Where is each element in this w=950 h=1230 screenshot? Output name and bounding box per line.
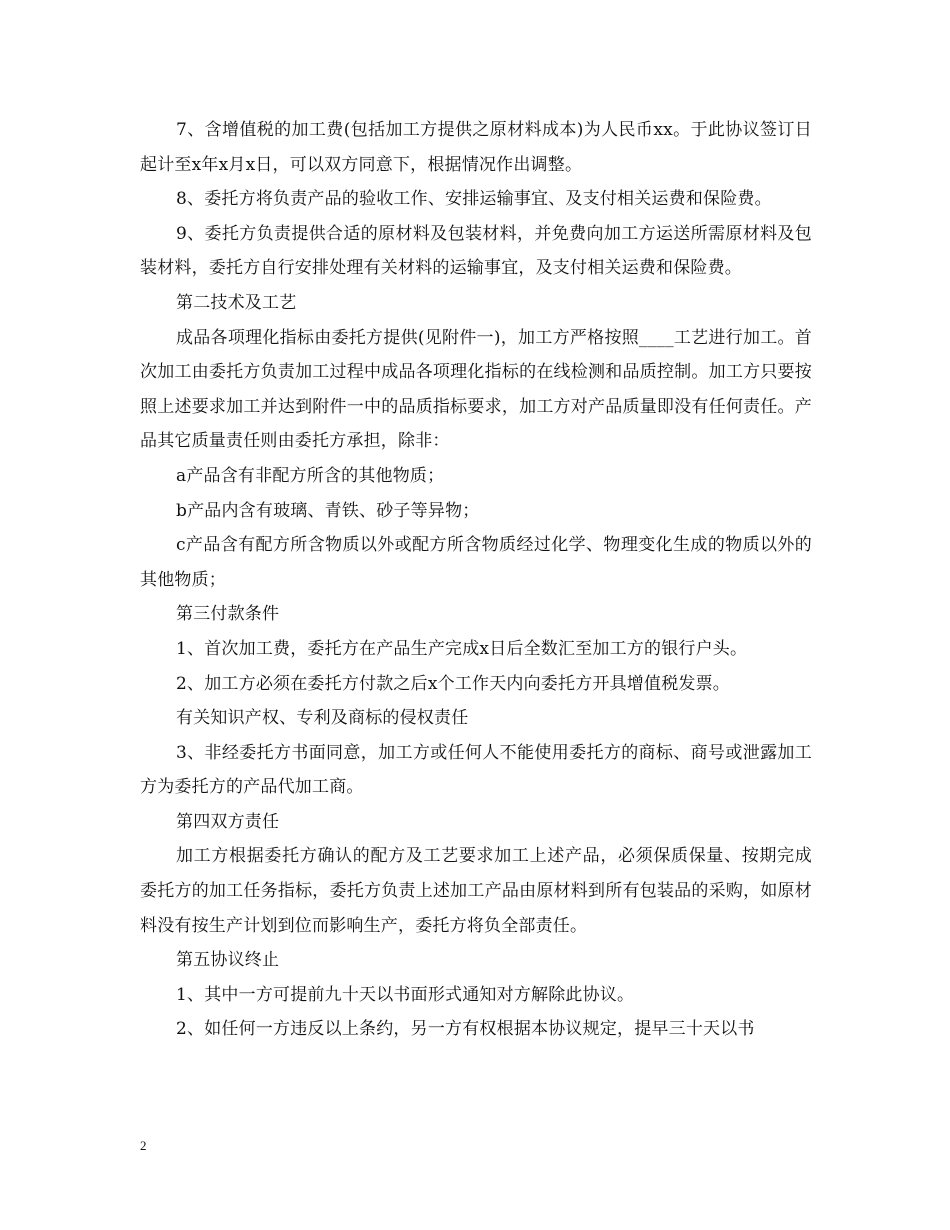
- payment-clause-1: 1、首次加工费，委托方在产品生产完成x日后全数汇至加工方的银行户头。: [176, 638, 748, 659]
- section-heading-responsibility: 第四双方责任: [176, 811, 280, 832]
- exception-b-item: b产品内含有玻璃、青铁、砂子等异物；: [176, 500, 480, 521]
- document-body: [140, 113, 812, 1047]
- exception-c-item: c产品含有配方所含物质以外或配方所含物质经过化学、物理变化生成的物质以外的其他物质；: [140, 535, 812, 590]
- responsibility-paragraph: 加工方根据委托方确认的配方及工艺要求加工上述产品，必须保质保量、按期完成委托方的加工任务指标，委托方负责上述加工产品由原材料到所有包装品的采购，如原材料没有按生产计划到位而影响生产，委托方将负全部责任。: [140, 846, 812, 936]
- clause-8-paragraph: 8、委托方将负责产品的验收工作、安排运输事宜、及支付相关运费和保险费。: [176, 189, 772, 210]
- ip-clause-3: 3、非经委托方书面同意，加工方或任何人不能使用委托方的商标、商号或泄露加工方为委托方的产品代加工商。: [140, 742, 812, 798]
- clause-9-paragraph: 9、委托方负责提供合适的原材料及包装材料，并免费向加工方运送所需原材料及包装材料，委托方自行安排处理有关材料的运输事宜，及支付相关运费和保险费。: [140, 223, 812, 279]
- section-heading-ip: 有关知识产权、专利及商标的侵权责任: [176, 708, 469, 729]
- section-heading-technology: 第二技术及工艺: [176, 292, 297, 313]
- termination-clause-1: 1、其中一方可提前九十天以书面形式通知对方解除此协议。: [176, 984, 635, 1005]
- payment-clause-2: 2、加工方必须在委托方付款之后x个工作天内向委托方开具增值税发票。: [176, 673, 731, 694]
- termination-clause-2: 2、如任何一方违反以上条约，另一方有权根据本协议规定，提早三十天以书: [176, 1019, 755, 1040]
- section-heading-termination: 第五协议终止: [176, 950, 280, 971]
- clause-7-paragraph: 7、含增值税的加工费(包括加工方提供之原材料成本)为人民币xx。于此协议签订日起计至x年x月x日，可以双方同意下，根据情况作出调整。: [140, 120, 812, 175]
- exception-a-item: a产品含有非配方所含的其他物质；: [176, 465, 445, 486]
- page-number: 2: [140, 1138, 147, 1153]
- section-heading-payment: 第三付款条件: [176, 604, 280, 625]
- technology-paragraph: 成品各项理化指标由委托方提供(见附件一)，加工方严格按照____工艺进行加工。首次加工由委托方负责加工过程中成品各项理化指标的在线检测和品质控制。加工方只要按照上述要求加工并达到附件一中的品质指标要求，加工方对产品质量即没有任何责任。产品其它质量责任则由委托方承担，除非：: [140, 327, 812, 452]
